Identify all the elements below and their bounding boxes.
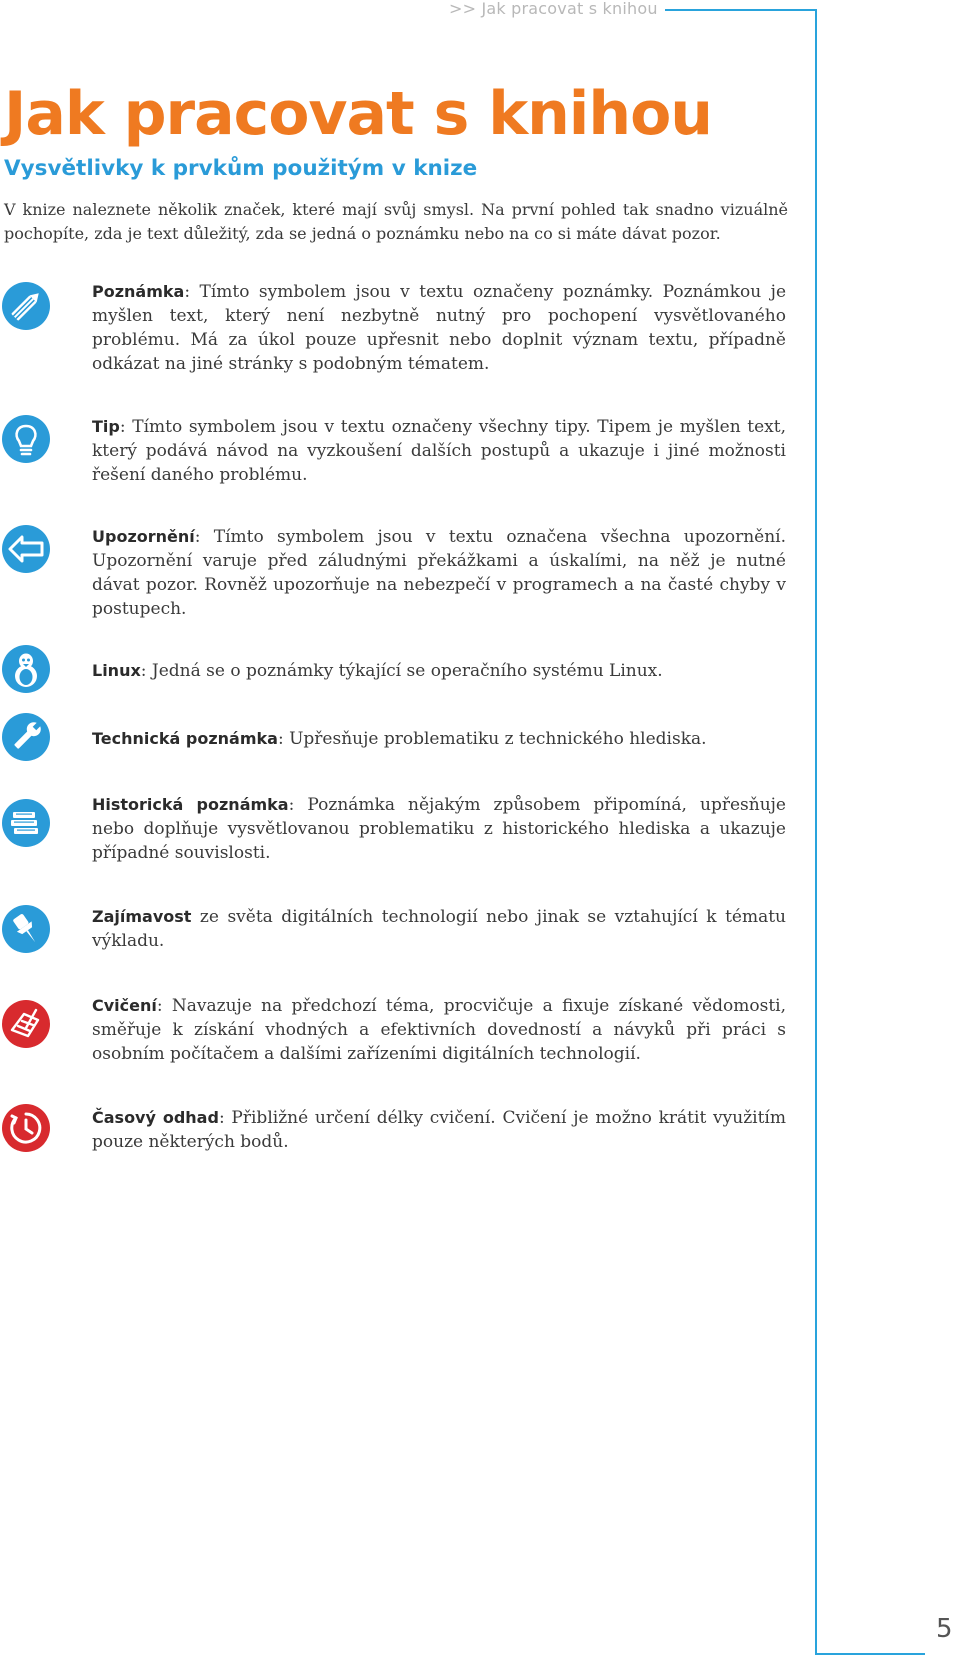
wrench-icon (2, 713, 50, 761)
lightbulb-icon (2, 415, 50, 463)
legend-text-exercise (92, 994, 786, 1066)
penguin-icon (2, 645, 50, 693)
legend-term: Linux (92, 661, 141, 680)
legend-description: : Upřesňuje problematiku z technického hlediska. (277, 729, 707, 749)
legend-description: : Tímto symbolem jsou v textu označeny poznámky. Poznámkou je myšlen text, který není nezbytně nutný pro pochopení vysvětlovaného problému. Má za úkol pouze upřesnit nebo doplnit význam textu, případně odkázat na jiné stránky s podobným tématem. (92, 282, 786, 374)
legend-text-technical-note (92, 727, 786, 751)
exercise-icon (2, 1000, 50, 1048)
page-number: 5 (936, 1614, 953, 1644)
legend-text-tip (92, 415, 786, 487)
legend-description: ze světa digitálních technologií nebo jinak se vztahující k tématu výkladu. (92, 907, 786, 951)
legend-term: Poznámka (92, 282, 185, 301)
legend-description: : Tímto symbolem jsou v textu označeny všechny tipy. Tipem je myšlen text, který podává návod na vyzkoušení dalších postupů a ukazuje i jiné možnosti řešení daného problému. (92, 417, 786, 485)
page-subtitle: Vysvětlivky k prvkům použitým v knize (4, 156, 478, 181)
legend-text-historical-note (92, 793, 786, 865)
books-icon (2, 799, 50, 847)
pushpin-icon (2, 905, 50, 953)
legend-term: Tip (92, 417, 120, 436)
frame-line-bottom (815, 1653, 925, 1655)
legend-description: : Přibližné určení délky cvičení. Cvičení je možno krátit využitím pouze některých bodů. (92, 1108, 786, 1152)
legend-term: Zajímavost (92, 907, 192, 926)
legend-text-curiosity (92, 905, 786, 953)
legend-term: Časový odhad (92, 1108, 219, 1127)
legend-text-time-estimate (92, 1106, 786, 1154)
running-header: >> Jak pracovat s knihou (449, 0, 658, 18)
intro-paragraph: V knize naleznete několik značek, které mají svůj smysl. Na první pohled tak snadno vizuálně pochopíte, zda je text důležitý, zda se jedná o poznámku nebo na co si máte dávat pozor. (4, 200, 788, 243)
legend-term: Historická poznámka (92, 795, 289, 814)
legend-text-note (92, 280, 786, 376)
timer-icon (2, 1104, 50, 1152)
frame-line-top (665, 9, 817, 11)
legend-description: : Jedná se o poznámky týkající se operačního systému Linux. (140, 661, 663, 681)
pencil-icon (2, 282, 50, 330)
legend-description: : Poznámka nějakým způsobem připomíná, upřesňuje nebo doplňuje vysvětlovanou problematiku z historického hlediska a ukazuje případné souvislosti. (92, 795, 786, 863)
legend-text-warning (92, 525, 786, 621)
legend-description: : Tímto symbolem jsou v textu označena všechna upozornění. Upozornění varuje před záludnými překážkami a úskalími, na něž je nutné dávat pozor. Rovněž upozorňuje na nebezpečí v programech a na časté chyby v postupech. (92, 527, 786, 619)
frame-line-right (815, 9, 817, 1655)
page-title: Jak pracovat s knihou (4, 79, 713, 149)
legend-description: : Navazuje na předchozí téma, procvičuje a fixuje získané vědomosti, směřuje k získání vhodných a efektivních dovedností a návyků při práci s osobním počítačem a dalšími zařízeními digitálních technologií. (92, 996, 786, 1064)
legend-term: Upozornění (92, 527, 195, 546)
legend-text-linux (92, 659, 786, 683)
legend-term: Cvičení (92, 996, 157, 1015)
arrow-left-icon (2, 525, 50, 573)
legend-term: Technická poznámka (92, 729, 278, 748)
